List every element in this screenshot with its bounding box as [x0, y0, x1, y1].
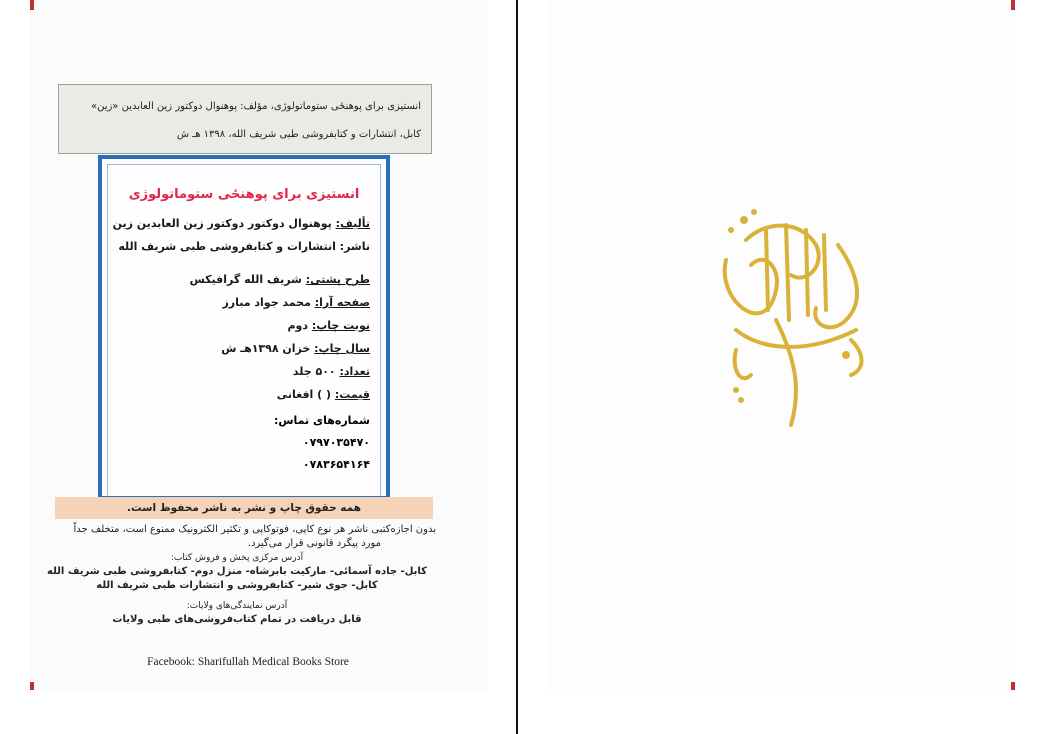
price-value: ( ) افغانی	[276, 388, 335, 401]
publisher-line	[118, 237, 370, 260]
address-line-2: کابل- جوی شیر- کتابفروشی و انتشارات طبی شریف الله	[96, 580, 378, 591]
provinces-label: آدرس نمایندگی‌های ولایات:	[186, 601, 288, 611]
book-gutter	[516, 0, 518, 734]
phones-label: شماره‌های تماس:	[273, 414, 370, 427]
author-line	[112, 214, 370, 237]
year-label: سال چاپ:	[314, 342, 370, 355]
address-line-1: کابل- جاده آسمائی- مارکیت بابرشاه- منزل دوم- کتابفروشی طبی شریف الله	[47, 566, 427, 577]
facebook-link[interactable]: Facebook: Sharifullah Medical Books Store	[147, 656, 349, 668]
count-value: ۵۰۰ جلد	[292, 365, 340, 378]
provinces-value: قابل دریافت در تمام کتاب‌فروشی‌های طبی ولایات	[112, 614, 362, 625]
layout-value: محمد جواد مبارز	[222, 296, 315, 309]
publisher-notice	[38, 523, 436, 627]
cover-design-value: شریف الله گرافیکس	[189, 273, 306, 286]
distribution-label: آدرس مرکزی پخش و فروش کتاب:	[170, 553, 304, 563]
cip-line-1: انستیزی برای پوهنځی ستوماتولوژی، مؤلف: پوهنوال دوکتور زین العابدین «زین»	[90, 101, 421, 112]
year-value: خزان ۱۳۹۸هـ ش	[221, 342, 315, 355]
cataloging-box	[58, 84, 432, 154]
bismillah-calligraphy-icon	[706, 190, 876, 430]
notice-line-2: مورد پیگرد قانونی قرار می‌گیرد.	[247, 538, 381, 549]
cover-design-line	[118, 270, 370, 293]
cip-line-2: کابل، انتشارات و کتابفروشی طبی شریف الله، ۱۳۹۸ هـ ش	[176, 129, 421, 140]
layout-label: صفحه آرا:	[314, 296, 370, 309]
publisher-label: ناشر:	[339, 240, 370, 253]
phone-number: ۰۷۹۷۰۳۵۴۷۰	[302, 436, 370, 449]
page-edge-mark	[30, 0, 34, 10]
layout-line	[118, 293, 370, 316]
page-edge-mark	[1011, 0, 1015, 10]
author-label: تألیف:	[335, 217, 370, 230]
publisher-value: انتشارات و کتابفروشی طبی شریف الله	[118, 240, 340, 253]
year-line	[118, 339, 370, 362]
price-label: قیمت:	[334, 388, 370, 401]
book-info-inner	[107, 164, 381, 496]
notice-line-1: بدون اجازه‌کتبی ناشر هر نوع کاپی، فوتوکاپی و تکثیر الکترونیک ممنوع است، متخلف جداً	[73, 524, 436, 535]
phone-number: ۰۷۸۳۶۵۴۱۶۴	[302, 458, 370, 471]
book-info-frame	[98, 155, 390, 500]
ghost-text	[118, 260, 370, 270]
edition-line	[118, 316, 370, 339]
count-label: تعداد:	[339, 365, 370, 378]
count-line	[118, 362, 370, 385]
book-title: انستیزی برای پوهنځی ستوماتولوژی	[128, 187, 360, 202]
edition-value: دوم	[287, 319, 312, 332]
page-edge-mark	[30, 682, 34, 690]
edition-label: نوبت چاپ:	[311, 319, 370, 332]
price-line	[118, 385, 370, 408]
page-edge-mark	[1011, 682, 1015, 690]
copyright-banner: همه حقوق چاپ و نشر به ناشر محفوظ است.	[55, 497, 433, 519]
author-value: پوهنوال دوکتور دوکتور زین العابدین زین	[112, 217, 336, 230]
cover-design-label: طرح پشتی:	[305, 273, 370, 286]
